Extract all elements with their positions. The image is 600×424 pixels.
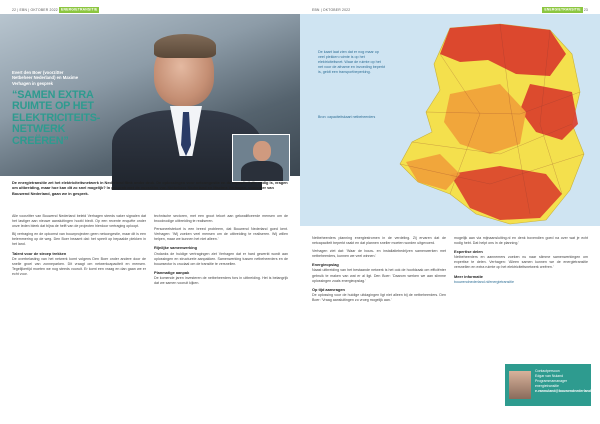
portrait-hair bbox=[154, 34, 216, 58]
paragraph: Bij vertraging en de opkomst van bouwprojecten geen netcongestie, maar dit is een belemmering op de weg. Den Boer beaamt dat: het speelt op bepaalde plekken in het land. bbox=[12, 232, 146, 247]
map-legend: Bron: capaciteitskaart netbeheerders bbox=[318, 115, 376, 119]
contact-label: Contactpersoon bbox=[535, 369, 560, 373]
subheading: Expertise delen bbox=[454, 249, 483, 255]
paragraph: Netbeheerders planning energiestromen in de verdeling. Zij ervaren dat de netcapaciteit beperkt raakt en dat plannen sneller moeten worden uitgevoerd. bbox=[312, 236, 446, 246]
page-number: 22 bbox=[12, 8, 17, 12]
contact-box bbox=[505, 364, 596, 406]
info-link[interactable]: bouwendnederland.nl/energietransitie bbox=[454, 279, 514, 284]
right-page-header-right bbox=[542, 8, 588, 12]
paragraph: mogelijk aan via mijnaansluiting.nl en denk bovendien goed na over wat je echt nodig hebt. Dat helpt ons in de planning.' bbox=[454, 236, 588, 246]
capacity-map bbox=[300, 14, 600, 226]
right-column-1 bbox=[312, 236, 446, 306]
contact-text bbox=[535, 369, 596, 394]
left-column-2 bbox=[154, 214, 288, 289]
page-number: 23 bbox=[583, 8, 588, 12]
subheading: Planmatige aanpak bbox=[154, 269, 190, 275]
right-page-header-left bbox=[312, 8, 350, 12]
pull-quote: “SAMEN EXTRA RUIMTE OP HET ELEKTRICITEITS- NETWERK CREËREN” bbox=[12, 89, 101, 147]
article-intro: De energietransitie zet het elektriciteitsnetwerk in Nederland flink onder druk. De oplossingen voor netcongestie en de capaciteit die nodig is, vragen om uitbreiding, maar hoe kan dit zo snel mogelijk? In gesprek met de voorzitter van Netbeheer Nederland en Maxime Verhagen, voorzitter van Bouwend Nederland, gaan we in gesprek. bbox=[12, 180, 288, 196]
paragraph: technische sectoren, met een groot tekort aan gekwalificeerde mensen om de broodnodige uitbreiding te realiseren. bbox=[154, 214, 288, 224]
contact-name: Edgar van Nuland bbox=[535, 374, 564, 378]
paragraph: Personeelstekort is een breed probleem, dat Bouwend Nederland goed kent. Verhagen: 'Wij zoeken veel mensen om de uitbreiding te realiseren. Wij willen helpen, maar we kunnen het niet alleen.' bbox=[154, 227, 288, 242]
paragraph: De overbelasting van het netwerk komt volgens Den Boer onder andere door de snelle groei van zonneparken. Dit vraagt om netwerkcapaciteit en mensen. Tegelijkertijd moeten we nog steeds vooruit. Er komt een vraag en dan gaan we er echt voor. bbox=[12, 256, 146, 276]
paragraph: De komende jaren investeren de netbeheerders fors in uitbreiding. Het is belangrijk dat we samen vooruit kijken. bbox=[154, 275, 288, 286]
paragraph: Ondanks de huidige vertragingen ziet Verhagen dat er hard gewerkt wordt aan oplossingen en structurele aanpakken. Samenwerking tussen netbeheerders en de bouwsector is cruciaal om de transitie te versnellen. bbox=[154, 251, 288, 266]
section-tag: ENERGIETRANSITIE bbox=[544, 8, 581, 12]
paragraph: Alle voorzitter van Bouwend Nederland beleid Verhagen steeds vaker signalen dat het lastiger aan nieuwe aansluitingen hoofd biedt. Op een recente enquête onder onze leden bleek dat bijna de helft van de projecten hierdoor vertraging oploopt. bbox=[12, 214, 146, 229]
map-note: De kaart laat zien dat er nog maar op veel plekken ruimte is op het elektriciteitsnet. Waar de ruimte op het net voor de afname en invoeding beperkt is, geldt een transportbeperking. bbox=[318, 50, 386, 74]
subheading: Energieopslag bbox=[312, 262, 339, 268]
netherlands-map bbox=[300, 14, 600, 226]
subheading: Op tijd aanvragen bbox=[312, 286, 345, 292]
paragraph: Verhagen ziet dat: 'Waar de bouw- en installatiebedrijven samenwerken met netbeheerders, kunnen we veel winnen.' bbox=[312, 249, 446, 259]
inset-head bbox=[253, 141, 271, 161]
inset-body bbox=[241, 161, 283, 182]
contact-role: Programmamanager energietransitie bbox=[535, 379, 568, 388]
paragraph: Naast uitbreiding van het bestaande netwerk is het ook de hoofdzaak om efficiënter gebruik te maken van wat er al ligt. Den Boer: 'Daarom werken we aan slimme oplossingen zoals energieopslag.' bbox=[312, 268, 446, 283]
left-column-1 bbox=[12, 214, 146, 289]
paragraph: Netbeheerders en aannemers zoeken nu naar slimme samenwerkingen om expertise te delen. Verhagen: 'Alleen samen kunnen we de energietransitie versnellen en extra ruimte op het elektriciteitsnetwerk creëren.' bbox=[454, 255, 588, 270]
issue-label: EBN | OKTOBER 2022 bbox=[19, 8, 58, 12]
paragraph: De oplossing voor de huidige uitdagingen ligt niet alleen bij de netbeheerders. Den Boer: 'Vraag aansluitingen zo vroeg mogelijk aan.' bbox=[312, 292, 446, 302]
subheading: Meer informatie bbox=[454, 273, 483, 279]
left-columns bbox=[12, 214, 288, 289]
subheading: Rijnlijke samenwerking bbox=[154, 245, 198, 251]
subheading: Talent voor de stroep trekken bbox=[12, 250, 67, 256]
right-columns bbox=[312, 236, 588, 306]
photo-caption: Evert den Boer (voorzitter Netbeheer Nederland) en Maxime Verhagen in gesprek bbox=[12, 70, 79, 86]
right-page bbox=[300, 0, 600, 424]
right-column-2 bbox=[454, 236, 588, 306]
map-region-red-south bbox=[450, 166, 562, 220]
contact-avatar bbox=[509, 371, 531, 399]
left-page-header: 22 | EBN | OKTOBER 2022 ENERGIETRANSITIE bbox=[12, 8, 98, 12]
inset-photo bbox=[232, 134, 290, 182]
section-tag: ENERGIETRANSITIE bbox=[61, 8, 98, 12]
contact-email-link[interactable]: e.vannuland@bouwendnederland.nl bbox=[535, 389, 596, 393]
issue-label: EBN | OKTOBER 2022 bbox=[312, 8, 351, 12]
